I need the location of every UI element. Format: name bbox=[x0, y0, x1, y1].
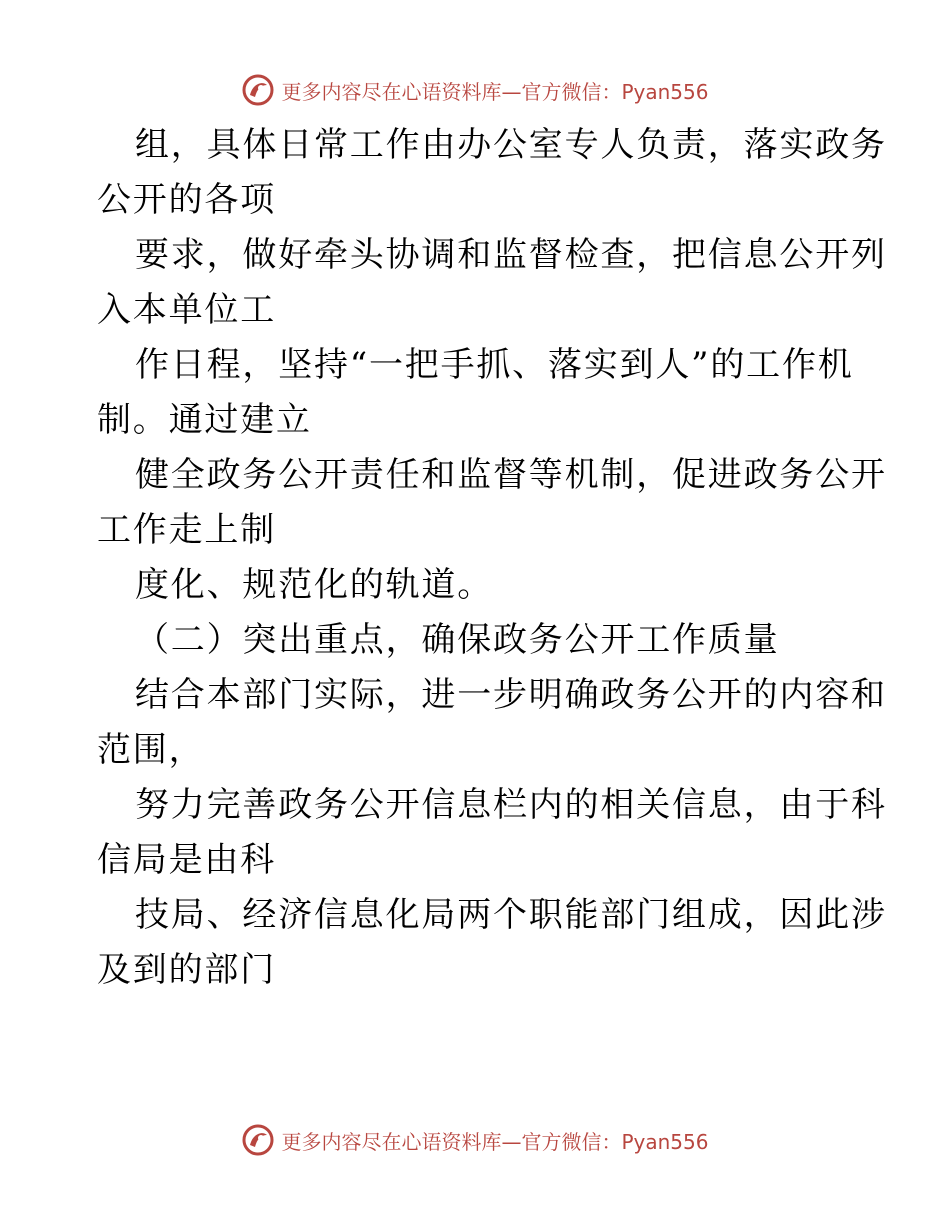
body-line-15: 技局、经济信息化局两个职能部门组成，因此涉 bbox=[135, 895, 887, 935]
header-banner-text: 更多内容尽在心语资料库—官方微信：Pyan556 bbox=[281, 79, 709, 104]
body-line-5: 作日程，坚持“一把手抓、落实到人”的工作机 bbox=[135, 345, 854, 385]
body-line-14: 信局是由科 bbox=[97, 840, 276, 880]
body-line-11: 结合本部门实际，进一步明确政务公开的内容和 bbox=[135, 675, 887, 715]
body-line-7: 健全政务公开责任和监督等机制，促进政务公开 bbox=[135, 455, 887, 495]
body-line-12: 范围， bbox=[97, 730, 205, 770]
footer-banner-text: 更多内容尽在心语资料库—官方微信：Pyan556 bbox=[281, 1129, 709, 1154]
document-body bbox=[97, 118, 887, 998]
body-line-8: 工作走上制 bbox=[97, 510, 276, 550]
body-line-3: 要求，做好牵头协调和监督检查，把信息公开列 bbox=[135, 235, 887, 275]
red-swirl-logo-icon bbox=[241, 1123, 275, 1157]
body-line-13: 努力完善政务公开信息栏内的相关信息，由于科 bbox=[135, 785, 887, 825]
section-heading: （二）突出重点，确保政务公开工作质量 bbox=[135, 620, 780, 660]
body-line-1: 组，具体日常工作由办公室专人负责，落实政务 bbox=[135, 125, 887, 165]
red-swirl-logo-icon bbox=[241, 73, 275, 107]
body-line-9: 度化、规范化的轨道。 bbox=[135, 565, 493, 605]
body-line-16: 及到的部门 bbox=[97, 950, 276, 990]
body-line-2: 公开的各项 bbox=[97, 180, 276, 220]
body-line-6: 制。通过建立 bbox=[97, 400, 312, 440]
header-banner bbox=[0, 70, 950, 110]
footer-banner bbox=[0, 1120, 950, 1160]
body-line-4: 入本单位工 bbox=[97, 290, 276, 330]
